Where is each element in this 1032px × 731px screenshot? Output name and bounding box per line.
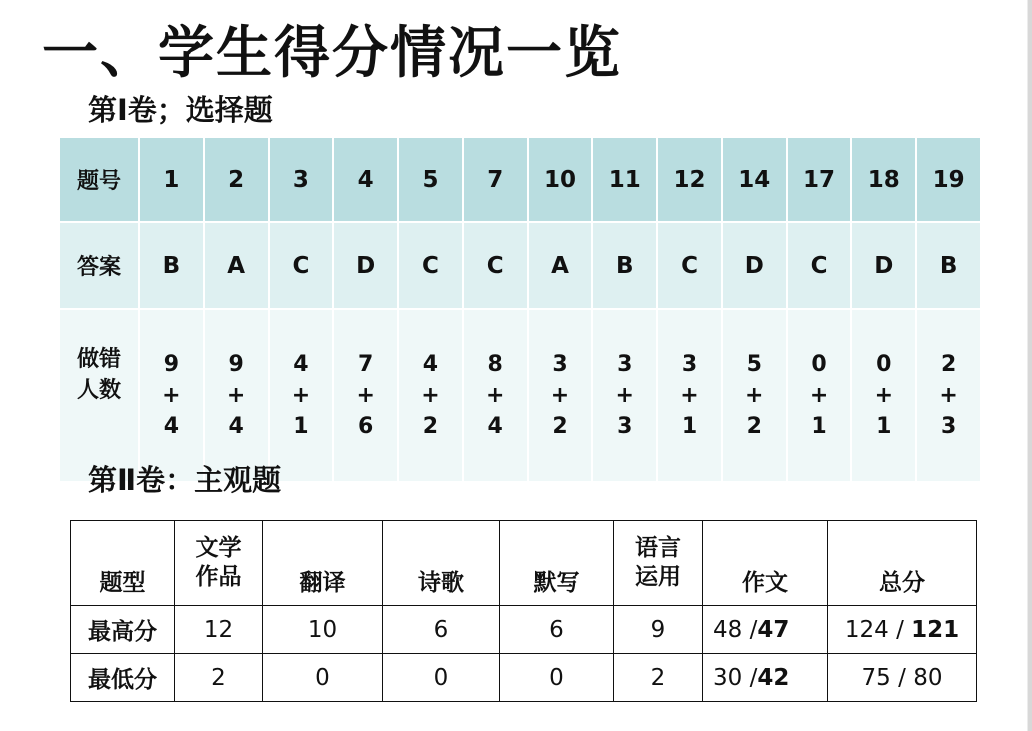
question-number-cell: 18 — [851, 137, 916, 222]
question-number-cell: 10 — [528, 137, 593, 222]
question-number-cell: 7 — [463, 137, 528, 222]
answer-cell: B — [139, 222, 204, 309]
total-score-a: 75 — [861, 664, 891, 691]
wrong-count-cell: 2 + 3 — [916, 309, 981, 482]
wrong-count-cell: 0 + 1 — [787, 309, 852, 482]
question-number-cell: 4 — [333, 137, 398, 222]
question-number-cell: 14 — [722, 137, 787, 222]
answer-cell: A — [204, 222, 269, 309]
answer-cell: D — [722, 222, 787, 309]
page-title: 一、学生得分情况一览 — [42, 21, 622, 86]
score-separator: / — [749, 616, 758, 643]
answer-cell: A — [528, 222, 593, 309]
wrong-count-cell: 3 + 1 — [657, 309, 722, 482]
type-header: 题型 — [71, 521, 175, 606]
score-separator: / — [749, 664, 758, 691]
wrong-count-cell: 4 + 2 — [398, 309, 463, 482]
poetry-header: 诗歌 — [383, 521, 500, 606]
answer-cell: C — [787, 222, 852, 309]
score-cell: 0 — [500, 654, 614, 702]
score-cell: 10 — [263, 606, 383, 654]
literature-header: 文学 作品 — [175, 521, 263, 606]
essay-score-a: 30 — [713, 664, 743, 691]
score-cell: 0 — [383, 654, 500, 702]
total-score-b: 80 — [913, 664, 943, 691]
section2-heading: 第Ⅱ卷：主观题 — [88, 463, 282, 497]
question-number-cell: 2 — [204, 137, 269, 222]
answer-cell: C — [463, 222, 528, 309]
answer-cell: C — [269, 222, 334, 309]
translation-header: 翻译 — [263, 521, 383, 606]
section1-heading: 第Ⅰ卷；选择题 — [88, 93, 273, 127]
score-separator: / — [898, 664, 906, 691]
score-cell: 6 — [500, 606, 614, 654]
question-number-cell: 17 — [787, 137, 852, 222]
score-cell: 12 — [175, 606, 263, 654]
essay-score-cell — [703, 654, 828, 702]
score-cell: 6 — [383, 606, 500, 654]
answer-cell: C — [657, 222, 722, 309]
wrong-count-cell: 4 + 1 — [269, 309, 334, 482]
total-score-a: 124 — [844, 616, 889, 643]
question-number-cell: 1 — [139, 137, 204, 222]
min-score-label: 最低分 — [71, 654, 175, 702]
essay-score-a: 48 — [713, 616, 743, 643]
wrong-count-label: 做错 人数 — [59, 309, 139, 482]
question-number-cell: 5 — [398, 137, 463, 222]
question-number-row — [59, 137, 981, 222]
wrong-count-cell: 3 + 3 — [592, 309, 657, 482]
score-cell: 9 — [614, 606, 703, 654]
subjective-question-table — [70, 520, 977, 702]
essay-score-cell — [703, 606, 828, 654]
wrong-count-cell: 9 + 4 — [204, 309, 269, 482]
wrong-count-cell: 9 + 4 — [139, 309, 204, 482]
min-score-row — [71, 654, 977, 702]
wrong-count-cell: 8 + 4 — [463, 309, 528, 482]
wrong-count-cell: 7 + 6 — [333, 309, 398, 482]
wrong-count-cell: 0 + 1 — [851, 309, 916, 482]
question-number-cell: 19 — [916, 137, 981, 222]
total-header: 总分 — [828, 521, 977, 606]
total-score-cell — [828, 606, 977, 654]
dictation-header: 默写 — [500, 521, 614, 606]
score-cell: 2 — [175, 654, 263, 702]
wrong-count-row — [59, 309, 981, 482]
essay-header: 作文 — [703, 521, 828, 606]
total-score-cell — [828, 654, 977, 702]
max-score-label: 最高分 — [71, 606, 175, 654]
essay-score-b: 42 — [757, 664, 790, 691]
question-number-cell: 3 — [269, 137, 334, 222]
question-number-cell: 11 — [592, 137, 657, 222]
max-score-row — [71, 606, 977, 654]
score-cell: 0 — [263, 654, 383, 702]
score-cell: 2 — [614, 654, 703, 702]
answer-label: 答案 — [59, 222, 139, 309]
type-header-row — [71, 521, 977, 606]
total-score-b: 121 — [911, 616, 960, 643]
answer-cell: B — [592, 222, 657, 309]
answer-cell: C — [398, 222, 463, 309]
answer-cell: B — [916, 222, 981, 309]
wrong-count-cell: 3 + 2 — [528, 309, 593, 482]
answer-row — [59, 222, 981, 309]
question-number-label: 题号 — [59, 137, 139, 222]
answer-cell: D — [333, 222, 398, 309]
essay-score-b: 47 — [757, 616, 790, 643]
choice-question-table — [58, 136, 982, 483]
language-use-header: 语言 运用 — [614, 521, 703, 606]
right-edge-line — [1027, 0, 1028, 731]
answer-cell: D — [851, 222, 916, 309]
wrong-count-cell: 5 + 2 — [722, 309, 787, 482]
score-separator: / — [896, 616, 904, 643]
question-number-cell: 12 — [657, 137, 722, 222]
right-edge-bar — [1028, 0, 1032, 731]
